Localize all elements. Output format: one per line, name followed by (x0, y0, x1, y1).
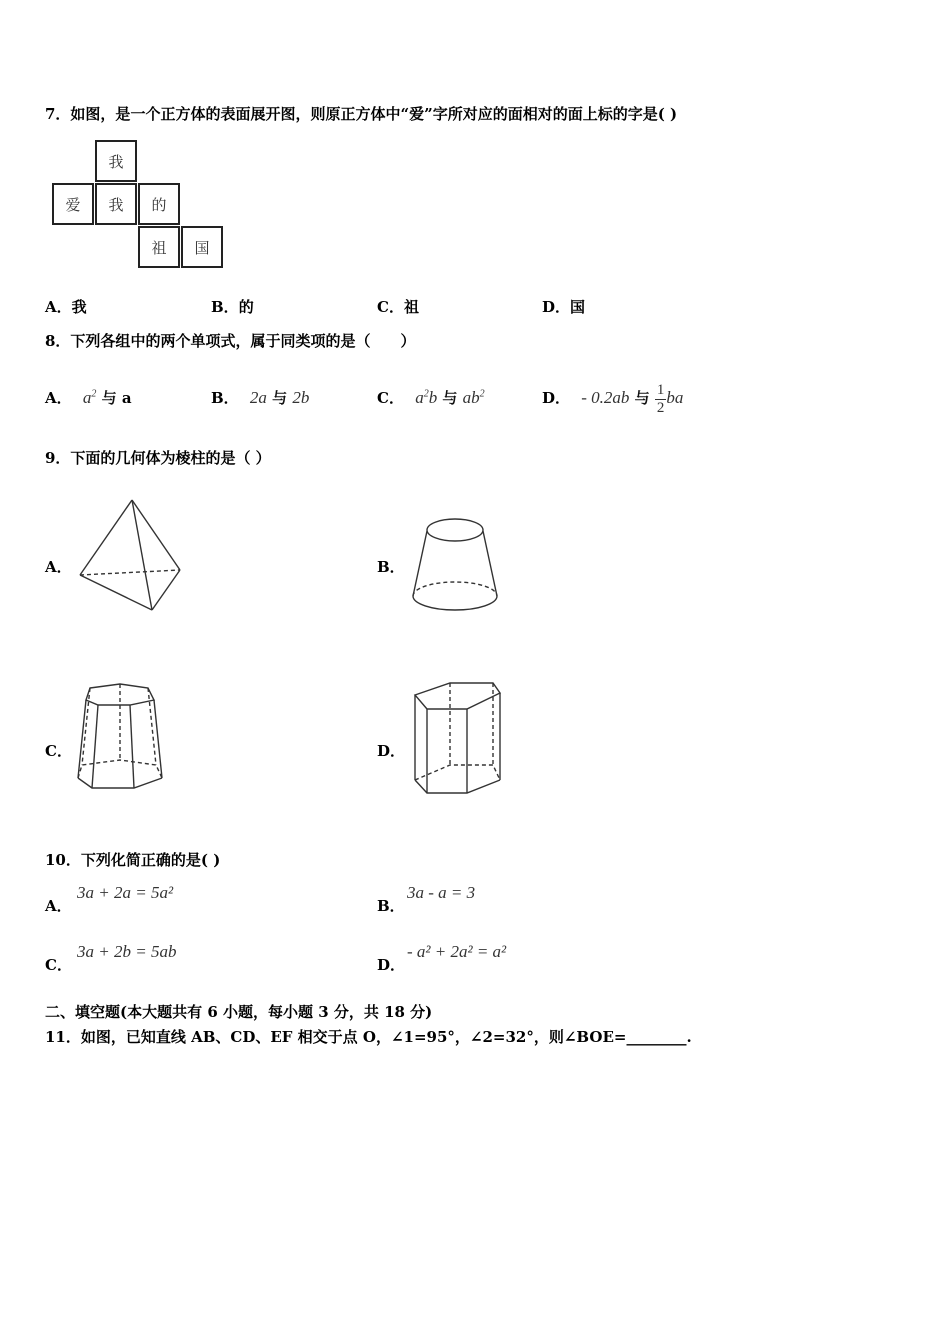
q7-stem: 7．如图，是一个正方体的表面展开图，则原正方体中“爱”字所对应的面相对的面上标的字是( ) (45, 105, 678, 123)
section-heading: 二、填空题(本大题共有 6 小题，每小题 3 分，共 18 分) (45, 1003, 433, 1021)
q10-option-c-label[interactable]: C． (45, 956, 72, 974)
q10-stem: 10．下列化简正确的是( ) (45, 851, 221, 869)
net-cell: 的 (138, 183, 180, 225)
net-cell: 我 (95, 140, 137, 182)
q9-option-a-label[interactable]: A． (45, 558, 72, 576)
net-cell: 祖 (138, 226, 180, 268)
q8-option-a[interactable]: A． $a^2$ 与 a (45, 388, 132, 407)
q8-option-b[interactable]: B． 2a 与 2b (211, 388, 310, 407)
q10-option-b-label[interactable]: B． (377, 897, 405, 915)
q8-option-d[interactable]: D． - 0.2ab 与 $\frac{1}{2}$ ba (542, 381, 684, 416)
net-cell: 爱 (52, 183, 94, 225)
net-cell: 国 (181, 226, 223, 268)
hexagonal-prism-figure (405, 675, 510, 800)
frustum-prism-figure (70, 680, 170, 800)
frustum-cone-figure (405, 510, 505, 620)
q10-option-a-expr: 3a + 2a = 5a² (77, 883, 174, 902)
q11-stem: 11．如图，已知直线 AB、CD、EF 相交于点 O，∠1=95°，∠2=32°，则∠BOE=________. (45, 1028, 692, 1046)
q10-option-d-label[interactable]: D． (377, 956, 406, 974)
net-cell: 我 (95, 183, 137, 225)
tetrahedron-figure (70, 495, 190, 620)
q7-option-d[interactable]: D．国 (542, 298, 586, 316)
q10-option-c-expr: 3a + 2b = 5ab (77, 942, 177, 961)
q7-option-c[interactable]: C．祖 (377, 298, 419, 316)
q9-stem: 9．下面的几何体为棱柱的是（ ） (45, 449, 271, 467)
q7-option-a[interactable]: A．我 (45, 298, 87, 316)
q8-stem: 8．下列各组中的两个单项式，属于同类项的是（ ） (45, 332, 416, 350)
q10-option-d-expr: - a² + 2a² = a² (407, 942, 507, 961)
q9-option-d-label[interactable]: D． (377, 742, 406, 760)
q9-option-b-label[interactable]: B． (377, 558, 405, 576)
q8-option-c[interactable]: C． $a^2b$ 与 $ab^2$ (377, 388, 485, 407)
q10-option-b-expr: 3a - a = 3 (407, 883, 476, 902)
q7-option-b[interactable]: B．的 (211, 298, 254, 316)
cube-net (52, 140, 228, 270)
q9-option-c-label[interactable]: C． (45, 742, 72, 760)
q10-option-a-label[interactable]: A． (45, 897, 72, 915)
